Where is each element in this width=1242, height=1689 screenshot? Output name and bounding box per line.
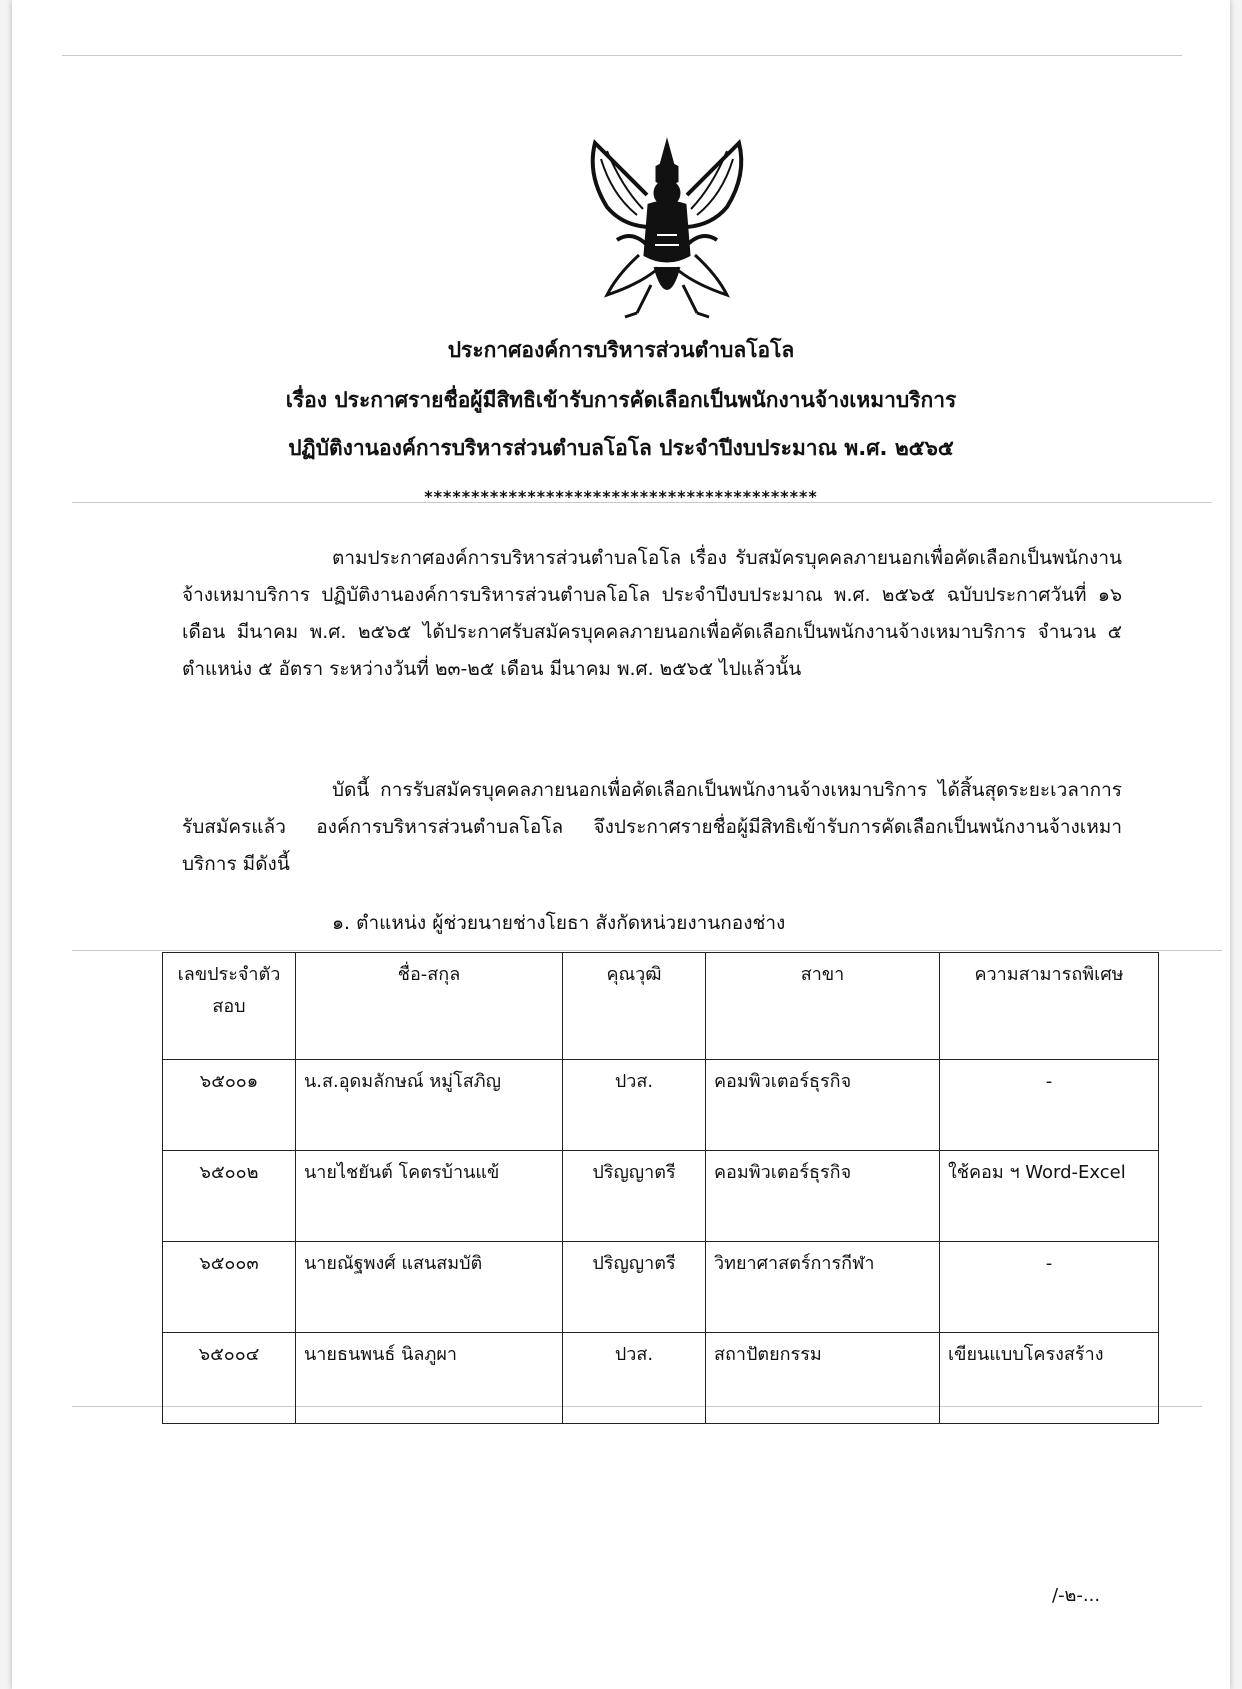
cell-field: คอมพิวเตอร์ธุรกิจ bbox=[706, 1151, 940, 1242]
cell-field: คอมพิวเตอร์ธุรกิจ bbox=[706, 1060, 940, 1151]
document-page bbox=[12, 0, 1230, 1689]
header-field: สาขา bbox=[706, 953, 940, 1060]
garuda-emblem-icon bbox=[577, 135, 757, 325]
cell-qualification: ปวส. bbox=[563, 1333, 706, 1424]
page-continuation-mark: /-๒-... bbox=[1052, 1585, 1101, 1606]
cell-field: สถาปัตยกรรม bbox=[706, 1333, 940, 1424]
position-heading: ๑. ตำแหน่ง ผู้ช่วยนายช่างโยธา สังกัดหน่วยงานกองช่าง bbox=[332, 912, 786, 934]
subject-line: เรื่อง ประกาศรายชื่อผู้มีสิทธิเข้ารับการคัดเลือกเป็นพนักงานจ้างเหมาบริการ bbox=[285, 388, 957, 412]
cell-special-skill: - bbox=[940, 1060, 1159, 1151]
paragraph-intro: ตามประกาศองค์การบริหารส่วนตำบลโอโล เรื่อง รับสมัครบุคคลภายนอกเพื่อคัดเลือกเป็นพนักงานจ้างเหมาบริการ ปฏิบัติงานองค์การบริหารส่วนตำบลโอโล ประจำปีงบประมาณ พ.ศ. ๒๕๖๕ ฉบับประกาศวันที่ ๑๖ เดือน มีนาคม พ.ศ. ๒๕๖๕ ได้ประกาศรับสมัครบุคคลภายนอกเพื่อคัดเลือกเป็นพนักงานจ้างเหมาบริการ จำนวน ๕ ตำแหน่ง ๕ อัตรา ระหว่างวันที่ ๒๓-๒๕ เดือน มีนาคม พ.ศ. ๒๕๖๕ ไปแล้วนั้น bbox=[182, 547, 1122, 680]
cell-field: วิทยาศาสตร์การกีฬา bbox=[706, 1242, 940, 1333]
header-qualification: คุณวุฒิ bbox=[563, 953, 706, 1060]
cell-qualification: ปริญญาตรี bbox=[563, 1151, 706, 1242]
cell-qualification: ปวส. bbox=[563, 1060, 706, 1151]
cell-special-skill: ใช้คอม ฯ Word-Excel bbox=[940, 1151, 1159, 1242]
subject-line-2: ปฏิบัติงานองค์การบริหารส่วนตำบลโอโล ประจำปีงบประมาณ พ.ศ. ๒๕๖๕ bbox=[288, 436, 954, 460]
cell-exam-id: ๖๕๐๐๑ bbox=[163, 1060, 296, 1151]
scan-artifact-line bbox=[62, 55, 1182, 56]
cell-name: นายไชยันต์ โคตรบ้านแข้ bbox=[296, 1151, 563, 1242]
cell-qualification: ปริญญาตรี bbox=[563, 1242, 706, 1333]
table-row bbox=[163, 1333, 1159, 1424]
header-name: ชื่อ-สกุล bbox=[296, 953, 563, 1060]
separator-stars: ****************************************** bbox=[424, 487, 818, 506]
header-special-skill: ความสามารถพิเศษ bbox=[940, 953, 1159, 1060]
scan-artifact-line bbox=[72, 950, 1222, 951]
cell-special-skill: เขียนแบบโครงสร้าง bbox=[940, 1333, 1159, 1424]
candidate-table bbox=[162, 952, 1159, 1424]
table-row bbox=[163, 1151, 1159, 1242]
cell-name: นายณัฐพงศ์ แสนสมบัติ bbox=[296, 1242, 563, 1333]
table-header-row bbox=[163, 953, 1159, 1060]
cell-exam-id: ๖๕๐๐๔ bbox=[163, 1333, 296, 1424]
header-exam-id: เลขประจำตัวสอบ bbox=[163, 953, 296, 1060]
cell-exam-id: ๖๕๐๐๒ bbox=[163, 1151, 296, 1242]
issuer-title: ประกาศองค์การบริหารส่วนตำบลโอโล bbox=[447, 338, 795, 362]
table-row bbox=[163, 1242, 1159, 1333]
cell-name: นายธนพนธ์ นิลภูผา bbox=[296, 1333, 563, 1424]
cell-exam-id: ๖๕๐๐๓ bbox=[163, 1242, 296, 1333]
paragraph-announcement: บัดนี้ การรับสมัครบุคคลภายนอกเพื่อคัดเลือกเป็นพนักงานจ้างเหมาบริการ ได้สิ้นสุดระยะเวลาการรับสมัครแล้ว องค์การบริหารส่วนตำบลโอโล จึงประกาศรายชื่อผู้มีสิทธิเข้ารับการคัดเลือกเป็นพนักงานจ้างเหมาบริการ มีดังนี้ bbox=[182, 779, 1122, 875]
cell-name: น.ส.อุดมลักษณ์ หมู่โสภิญ bbox=[296, 1060, 563, 1151]
cell-special-skill: - bbox=[940, 1242, 1159, 1333]
table-row bbox=[163, 1060, 1159, 1151]
